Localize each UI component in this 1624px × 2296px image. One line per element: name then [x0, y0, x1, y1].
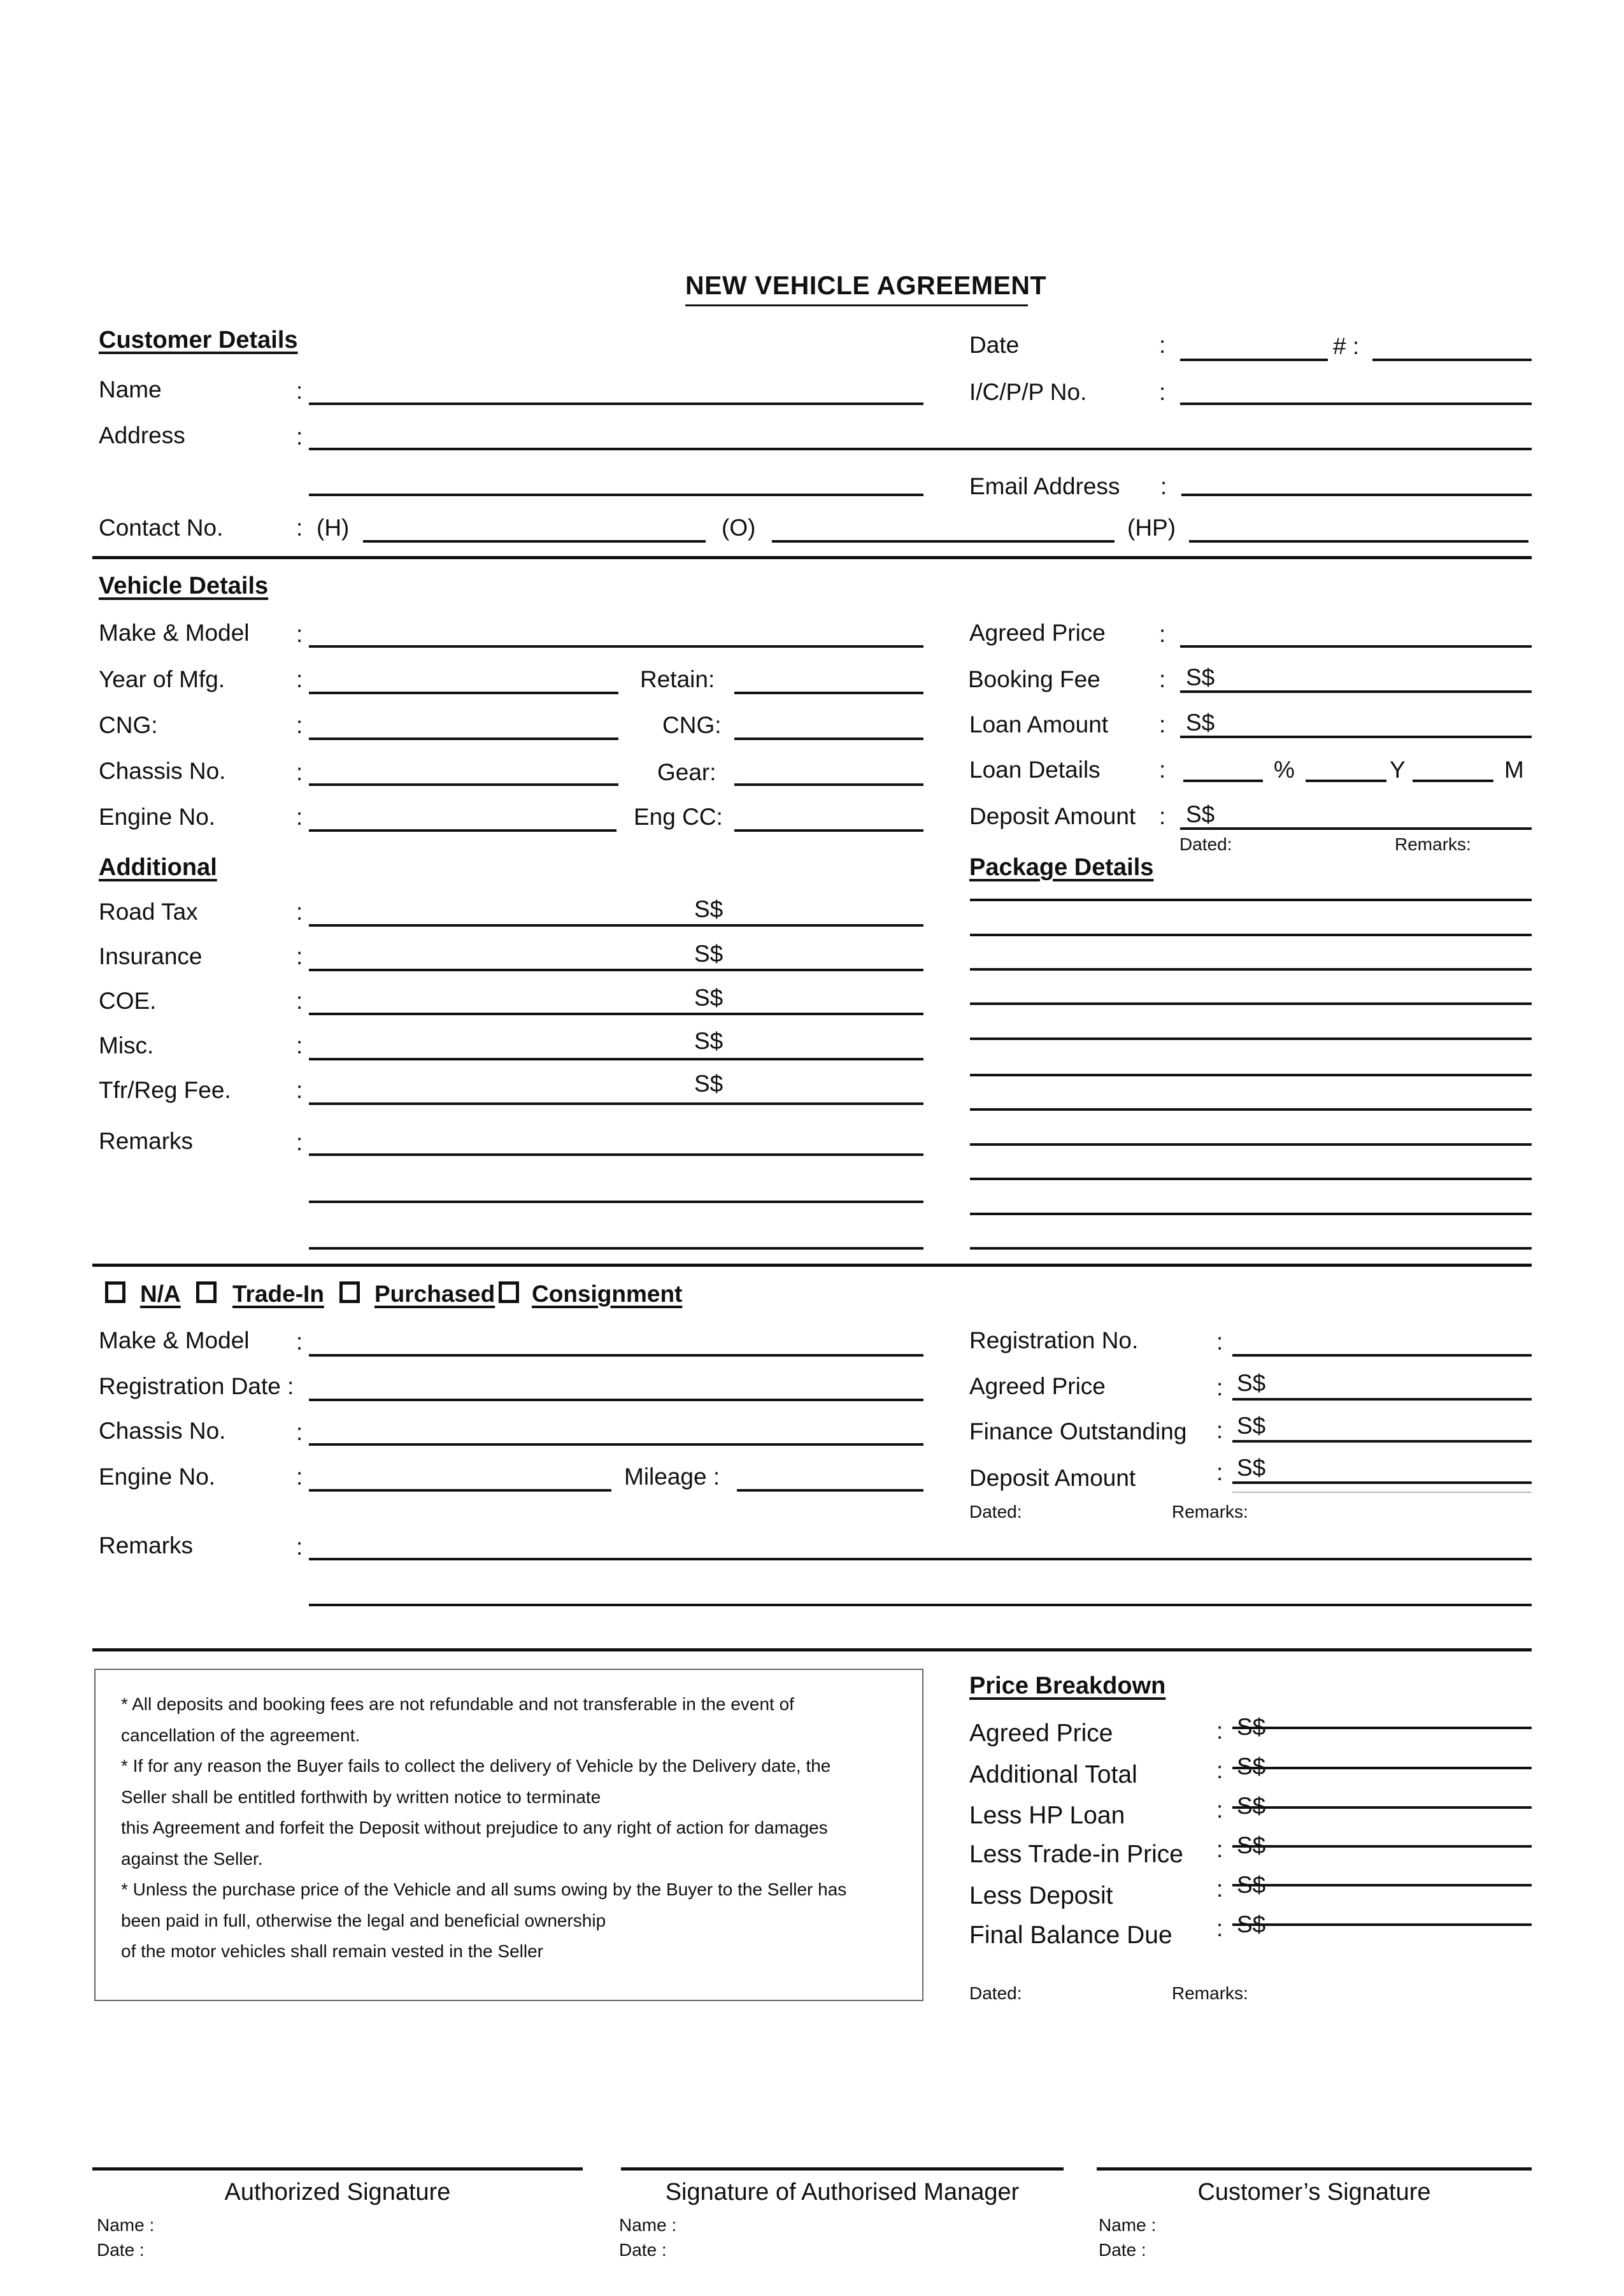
package-line-1: [970, 899, 1532, 901]
colon: :: [296, 621, 303, 647]
tfr-reg-line: [309, 1102, 923, 1105]
email-input[interactable]: [1181, 464, 1534, 496]
retain-label: Retain:: [640, 666, 715, 692]
additional-remarks-line-3: [309, 1247, 923, 1250]
additional-remarks-input-3[interactable]: [309, 1216, 926, 1248]
loan-years-line: [1306, 780, 1386, 782]
booking-fee-label: Booking Fee: [968, 666, 1100, 692]
option-na-label: N/A: [140, 1281, 181, 1307]
vehicle-details-heading: Vehicle Details: [99, 573, 269, 599]
colon: :: [296, 712, 303, 738]
terms-line: cancellation of the agreement.: [121, 1725, 360, 1745]
loan-amount-label: Loan Amount: [969, 711, 1109, 738]
additional-remarks-input-1[interactable]: [309, 1123, 926, 1155]
currency-label: S$: [1186, 801, 1215, 827]
terms-line: been paid in full, otherwise the legal and beneficial ownership: [121, 1910, 606, 1930]
package-line-10: [970, 1213, 1532, 1215]
pb-less-hp-loan-label: Less HP Loan: [969, 1802, 1125, 1829]
colon: :: [1216, 1876, 1223, 1902]
colon: :: [296, 424, 303, 450]
gear-label: Gear:: [657, 759, 716, 785]
trade-remarks-line-2: [309, 1604, 1532, 1606]
booking-fee-input[interactable]: [1223, 661, 1534, 693]
option-purchased-label: Purchased: [374, 1281, 495, 1307]
currency-label: S$: [1237, 1793, 1266, 1819]
colon: :: [296, 378, 303, 404]
loan-months-input[interactable]: [1413, 752, 1496, 783]
package-details-heading: Package Details: [969, 854, 1154, 881]
cng-input[interactable]: [309, 707, 621, 739]
coe-input[interactable]: [726, 981, 926, 1013]
loan-rate-input[interactable]: [1183, 752, 1265, 783]
package-input-7[interactable]: [970, 1078, 1534, 1110]
insurance-label: Insurance: [99, 943, 203, 969]
pb-additional-total-line: [1232, 1767, 1532, 1769]
package-input-5[interactable]: [970, 1008, 1534, 1039]
package-line-4: [970, 1002, 1532, 1005]
contact-mobile-label: (HP): [1127, 515, 1176, 541]
colon: :: [1159, 711, 1166, 738]
colon: :: [1216, 1718, 1223, 1744]
finance-outstanding-line: [1232, 1440, 1532, 1443]
customer-name-label: Name :: [1099, 2215, 1157, 2235]
cng-right-line: [734, 738, 923, 740]
option-consignment-label: Consignment: [532, 1281, 683, 1307]
trade-engine-label: Engine No.: [99, 1464, 216, 1490]
date-input[interactable]: [1180, 329, 1330, 360]
years-label: Y: [1390, 757, 1406, 783]
contact-mobile-line: [1189, 540, 1528, 543]
finance-outstanding-label: Finance Outstanding: [969, 1418, 1187, 1444]
name-input[interactable]: [309, 372, 926, 404]
registration-date-line: [309, 1399, 923, 1401]
mileage-input[interactable]: [737, 1458, 926, 1490]
section-divider: [92, 1648, 1532, 1651]
currency-label: S$: [1237, 1911, 1266, 1937]
email-label: Email Address: [969, 473, 1120, 499]
currency-label: S$: [694, 896, 723, 922]
trade-agreed-price-input[interactable]: [1274, 1367, 1534, 1399]
road-tax-input[interactable]: [726, 892, 926, 923]
package-input-11[interactable]: [970, 1217, 1534, 1249]
colon: :: [296, 804, 303, 830]
currency-label: S$: [694, 985, 723, 1011]
trade-engine-input[interactable]: [309, 1458, 614, 1490]
currency-label: S$: [1186, 664, 1215, 690]
agreed-price-line: [1180, 645, 1532, 648]
ic-input[interactable]: [1180, 372, 1534, 404]
number-input[interactable]: [1372, 329, 1534, 360]
chassis-line: [309, 783, 618, 786]
make-model-input[interactable]: [309, 615, 926, 647]
colon: :: [1216, 1374, 1223, 1401]
pb-final-balance-label: Final Balance Due: [969, 1922, 1172, 1949]
trade-deposit-input[interactable]: [1274, 1451, 1534, 1483]
number-line: [1372, 359, 1532, 361]
section-divider: [92, 1264, 1532, 1267]
name-label: Name: [99, 376, 162, 403]
engine-input[interactable]: [309, 799, 619, 831]
colon: :: [296, 666, 303, 692]
dated-label: Dated:: [1179, 834, 1232, 854]
loan-amount-input[interactable]: [1223, 706, 1534, 738]
currency-label: S$: [1237, 1413, 1266, 1439]
address-input-line2[interactable]: [309, 464, 926, 496]
checkbox-trade-in[interactable]: [196, 1281, 217, 1303]
pb-less-trade-in-line: [1232, 1845, 1532, 1848]
package-line-7: [970, 1108, 1532, 1111]
trade-chassis-line: [309, 1443, 923, 1446]
trade-make-model-line: [309, 1354, 923, 1357]
pb-additional-total-label: Additional Total: [969, 1761, 1137, 1788]
contact-office-input[interactable]: [772, 510, 1117, 541]
colon: :: [296, 943, 303, 969]
colon: :: [1216, 1915, 1223, 1941]
loan-years-input[interactable]: [1306, 752, 1389, 783]
pb-less-deposit-label: Less Deposit: [969, 1882, 1113, 1909]
contact-office-line: [772, 540, 1115, 543]
package-input-9[interactable]: [970, 1148, 1534, 1180]
colon: :: [1216, 1417, 1223, 1443]
pb-dated-label: Dated:: [969, 1983, 1022, 2003]
colon: :: [1216, 1459, 1223, 1485]
registration-date-label: Registration Date :: [99, 1373, 294, 1399]
trade-chassis-input[interactable]: [309, 1413, 926, 1444]
customer-signature-title: Customer’s Signature: [1197, 2179, 1431, 2206]
thin-rule: [1232, 1492, 1532, 1493]
colon: :: [296, 1077, 303, 1103]
cng-label: CNG:: [99, 712, 158, 738]
mileage-label: Mileage :: [624, 1464, 720, 1490]
authorized-signature-title: Authorized Signature: [224, 2179, 451, 2206]
tfr-reg-input[interactable]: [726, 1069, 926, 1101]
cng-right-label: CNG:: [662, 712, 722, 738]
pb-less-hp-loan-input[interactable]: [1274, 1790, 1534, 1822]
terms-box: [94, 1669, 923, 2001]
additional-remarks-line-1: [309, 1153, 923, 1156]
date-label: Date: [969, 332, 1020, 358]
package-input-3[interactable]: [970, 938, 1534, 969]
colon: :: [1159, 621, 1166, 647]
date-line: [1180, 359, 1328, 361]
contact-office-label: (O): [722, 515, 756, 541]
contact-home-label: (H): [317, 515, 350, 541]
package-input-10[interactable]: [970, 1183, 1534, 1215]
terms-line: * If for any reason the Buyer fails to collect the delivery of Vehicle by the Delivery date, the: [121, 1756, 831, 1776]
contact-label: Contact No.: [99, 515, 224, 541]
colon: :: [296, 1419, 303, 1445]
misc-line: [309, 1058, 923, 1060]
colon: :: [296, 1129, 303, 1155]
number-label: # :: [1333, 333, 1360, 359]
address-label: Address: [99, 422, 185, 448]
additional-remarks-input-2[interactable]: [309, 1170, 926, 1202]
section-divider: [92, 556, 1532, 559]
signature-line-customer[interactable]: [1097, 2167, 1532, 2171]
insurance-input[interactable]: [726, 936, 926, 968]
colon: :: [1216, 1836, 1223, 1862]
colon: :: [296, 1534, 303, 1560]
customer-date-label: Date :: [1099, 2240, 1146, 2260]
checkbox-consignment[interactable]: [499, 1281, 519, 1303]
contact-home-input[interactable]: [363, 510, 708, 541]
currency-label: S$: [1237, 1370, 1266, 1396]
terms-line: * Unless the purchase price of the Vehicle and all sums owing by the Buyer to the Seller has: [121, 1879, 847, 1899]
engine-line: [309, 829, 616, 832]
colon: :: [296, 1464, 303, 1490]
retain-input[interactable]: [734, 661, 926, 693]
loan-months-line: [1413, 780, 1493, 782]
terms-line: * All deposits and booking fees are not refundable and not transferable in the event of: [121, 1694, 794, 1714]
colon: :: [1159, 379, 1166, 405]
trade-make-model-input[interactable]: [309, 1323, 926, 1355]
authorized-date-label: Date :: [97, 2240, 145, 2260]
trade-agreed-price-label: Agreed Price: [969, 1373, 1106, 1399]
name-line: [309, 403, 923, 405]
colon: :: [1159, 332, 1166, 358]
loan-amount-line: [1180, 736, 1532, 738]
trade-remarks-input-1[interactable]: [309, 1527, 1534, 1559]
deposit-amount-input[interactable]: [1223, 797, 1534, 829]
title-underline: [685, 304, 1028, 306]
package-input-2[interactable]: [970, 903, 1534, 935]
terms-line: this Agreement and forfeit the Deposit without prejudice to any right of action for damages: [121, 1818, 828, 1837]
authorized-name-label: Name :: [97, 2215, 155, 2235]
checkbox-na[interactable]: [105, 1281, 125, 1303]
colon: :: [296, 515, 303, 541]
make-model-label: Make & Model: [99, 620, 250, 646]
colon: :: [296, 899, 303, 925]
trade-remarks-label: Remarks: [99, 1532, 194, 1558]
loan-details-label: Loan Details: [969, 757, 1100, 783]
registration-no-input[interactable]: [1232, 1323, 1534, 1355]
colon: :: [296, 759, 303, 785]
agreed-price-input[interactable]: [1180, 615, 1534, 647]
contact-home-line: [363, 540, 706, 543]
option-trade-in-label: Trade-In: [232, 1281, 324, 1307]
pb-less-deposit-line: [1232, 1884, 1532, 1886]
package-line-2: [970, 934, 1532, 936]
insurance-line: [309, 969, 923, 971]
contact-mobile-input[interactable]: [1189, 510, 1531, 541]
trade-deposit-label: Deposit Amount: [969, 1465, 1136, 1491]
price-breakdown-heading: Price Breakdown: [969, 1672, 1166, 1699]
cng-right-input[interactable]: [734, 707, 926, 739]
year-input[interactable]: [309, 661, 621, 693]
package-line-5: [970, 1037, 1532, 1040]
make-model-line: [309, 645, 923, 648]
trade-remarks-small-label: Remarks:: [1172, 1502, 1248, 1522]
retain-line: [734, 692, 923, 694]
currency-label: S$: [1237, 1753, 1266, 1779]
cng-line: [309, 738, 618, 740]
additional-remarks-label: Remarks: [99, 1128, 194, 1154]
additional-heading: Additional: [99, 854, 217, 881]
package-line-6: [970, 1074, 1532, 1076]
colon: :: [296, 1032, 303, 1059]
currency-label: S$: [1237, 1872, 1266, 1898]
colon: :: [1159, 803, 1166, 829]
trade-remarks-line-1: [309, 1558, 1532, 1560]
pb-additional-total-input[interactable]: [1274, 1750, 1534, 1782]
email-line: [1181, 494, 1532, 496]
road-tax-label: Road Tax: [99, 899, 198, 925]
deposit-amount-label: Deposit Amount: [969, 803, 1136, 829]
ic-line: [1180, 403, 1532, 405]
eng-cc-line: [734, 829, 923, 832]
trade-agreed-price-line: [1232, 1398, 1532, 1401]
currency-label: S$: [694, 1028, 723, 1054]
remarks-label: Remarks:: [1395, 834, 1471, 854]
page-title: NEW VEHICLE AGREEMENT: [685, 271, 1047, 300]
gear-input[interactable]: [734, 753, 926, 785]
terms-line: against the Seller.: [121, 1848, 263, 1869]
coe-line: [309, 1013, 923, 1015]
address-line-1: [309, 448, 1532, 450]
checkbox-purchased[interactable]: [339, 1281, 360, 1303]
chassis-input[interactable]: [309, 753, 621, 785]
trade-make-model-label: Make & Model: [99, 1327, 250, 1353]
agreed-price-label: Agreed Price: [969, 620, 1106, 646]
trade-remarks-input-2[interactable]: [309, 1573, 1534, 1605]
year-label: Year of Mfg.: [99, 666, 225, 692]
mileage-line: [737, 1489, 923, 1492]
manager-signature-title: Signature of Authorised Manager: [665, 2179, 1020, 2206]
additional-remarks-line-2: [309, 1201, 923, 1203]
percent-label: %: [1274, 757, 1295, 783]
ic-label: I/C/P/P No.: [969, 379, 1087, 405]
colon: :: [1159, 757, 1166, 783]
colon: :: [1160, 473, 1167, 499]
currency-label: S$: [1237, 1455, 1266, 1481]
customer-details-heading: Customer Details: [99, 327, 298, 353]
loan-rate-line: [1183, 780, 1263, 782]
currency-label: S$: [1186, 709, 1215, 736]
package-line-9: [970, 1178, 1532, 1180]
package-input-1[interactable]: [970, 869, 1534, 901]
manager-name-label: Name :: [619, 2215, 677, 2235]
booking-fee-line: [1180, 690, 1532, 693]
pb-final-balance-line: [1232, 1923, 1532, 1926]
misc-input[interactable]: [726, 1024, 926, 1056]
address-line-2: [309, 494, 923, 496]
signature-line-authorized[interactable]: [92, 2167, 583, 2171]
currency-label: S$: [1237, 1832, 1266, 1858]
road-tax-line: [309, 924, 923, 927]
pb-less-hp-loan-line: [1232, 1806, 1532, 1809]
signature-line-manager[interactable]: [621, 2167, 1064, 2171]
trade-deposit-line: [1232, 1481, 1532, 1484]
trade-engine-line: [309, 1489, 611, 1492]
trade-chassis-label: Chassis No.: [99, 1418, 226, 1444]
colon: :: [1216, 1329, 1223, 1355]
pb-agreed-price-label: Agreed Price: [969, 1720, 1113, 1747]
trade-dated-label: Dated:: [969, 1502, 1022, 1522]
address-input-line1[interactable]: [309, 418, 1534, 450]
colon: :: [1159, 666, 1166, 692]
terms-line: Seller shall be entitled forthwith by written notice to terminate: [121, 1786, 601, 1807]
eng-cc-label: Eng CC:: [634, 804, 723, 830]
colon: :: [1216, 1797, 1223, 1823]
deposit-amount-line: [1180, 827, 1532, 830]
terms-line: of the motor vehicles shall remain vested in the Seller: [121, 1941, 543, 1961]
package-line-3: [970, 968, 1532, 971]
package-input-6[interactable]: [970, 1043, 1534, 1075]
pb-remarks-label: Remarks:: [1172, 1983, 1248, 2003]
package-line-8: [970, 1143, 1532, 1146]
package-input-8[interactable]: [970, 1113, 1534, 1145]
package-input-4[interactable]: [970, 973, 1534, 1004]
finance-outstanding-input[interactable]: [1274, 1409, 1534, 1441]
colon: :: [296, 1329, 303, 1355]
colon: :: [296, 988, 303, 1014]
pb-agreed-price-line: [1232, 1727, 1532, 1729]
package-line-11: [970, 1247, 1532, 1250]
registration-no-line: [1232, 1354, 1532, 1357]
gear-line: [734, 783, 923, 786]
tfr-reg-label: Tfr/Reg Fee.: [99, 1077, 231, 1103]
chassis-label: Chassis No.: [99, 758, 226, 784]
months-label: M: [1504, 757, 1524, 783]
registration-no-label: Registration No.: [969, 1327, 1139, 1353]
misc-label: Misc.: [99, 1032, 154, 1059]
currency-label: S$: [694, 941, 723, 967]
manager-date-label: Date :: [619, 2240, 667, 2260]
eng-cc-input[interactable]: [734, 799, 926, 831]
pb-less-trade-in-label: Less Trade-in Price: [969, 1841, 1183, 1868]
year-line: [309, 692, 618, 694]
coe-label: COE.: [99, 988, 157, 1014]
currency-label: S$: [694, 1071, 723, 1097]
engine-label: Engine No.: [99, 804, 216, 830]
currency-label: S$: [1237, 1714, 1266, 1740]
colon: :: [1216, 1757, 1223, 1783]
registration-date-input[interactable]: [309, 1368, 926, 1400]
